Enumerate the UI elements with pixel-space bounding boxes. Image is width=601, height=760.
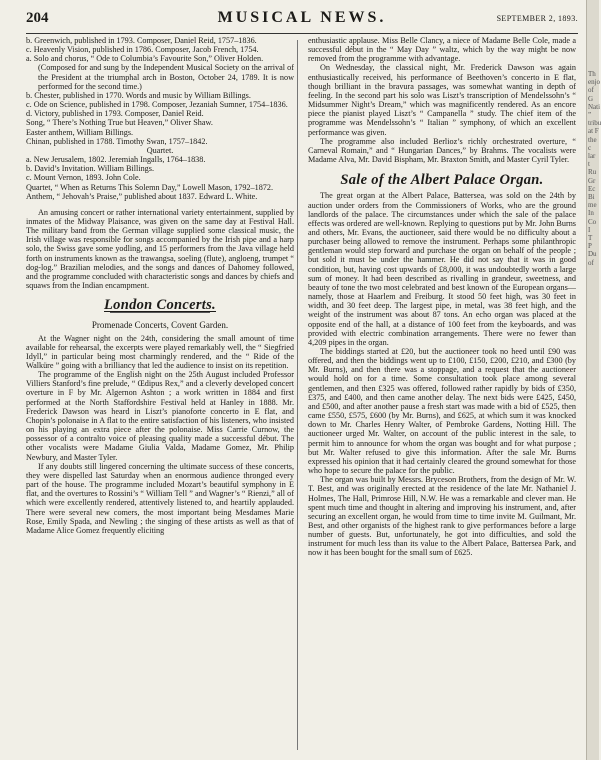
edge-fragment: Ru [588, 168, 597, 177]
page-number: 204 [26, 10, 49, 26]
program-item: d. Victory, published in 1793. Composer, Daniel Reid. [26, 109, 204, 119]
edge-fragment: the c [588, 135, 597, 152]
edge-fragment: Nati [588, 102, 601, 111]
article-paragraph: At the Wagner night on the 24th, considering the small amount of time available for rehearsal, the excerpts were played remarkably well, the “ Siegfried Idyll,” in particular being most charmingly rendered, and the “ Ride of the Walküre ” going with a brilliancy that led the audience to insist on its repetition. [26, 333, 294, 370]
article-paragraph: On Wednesday, the classical night, Mr. Frederick Dawson was again enthusiastically received, his performance of Beethoven’s concerto in E flat, though brilliant in the bravura passages, was somewhat wanting in depth of feeling. In the second part his solo was Liszt’s transcription of Mendelssohn’s “ Midsummer Night’s Dream,” which was magnificently rendered. As an encore piece the pianist played Liszt’s “ Campanella ” study. The chief item of the programme was Mendelssohn’s “ Italian ” symphony, of which an excellent performance was given. [308, 63, 576, 137]
masthead: MUSICAL NEWS. [217, 9, 387, 26]
edge-fragment: Bi [588, 193, 595, 202]
edge-fragment: I [588, 225, 591, 234]
right-column [308, 36, 576, 558]
edge-fragment: lar t [588, 152, 596, 169]
edge-fragment: of [588, 258, 594, 267]
program-item: c. Heavenly Vision, published in 1786. Composer, Jacob French, 1754. [26, 45, 259, 55]
program-item: Chinan, published in 1788. Timothy Swan, 1757–1842. [26, 136, 208, 146]
page-header [26, 4, 578, 34]
edge-fragment: Ec [588, 184, 596, 193]
program-note: (Composed for and sung by the Independent Musical Society on the arrival of the President at the triumphal arch in Boston, October 24, 1789. It is now performed for the second time.) [38, 63, 294, 91]
edge-fragment: enjo [588, 78, 601, 87]
program-item: Quartet, “ When as Returns This Solemn Day,” Lowell Mason, 1792–1872. [26, 182, 274, 192]
program-item: a. New Jerusalem, 1802. Jeremiah Ingalls, 1764–1838. [26, 155, 206, 165]
edge-fragment: tribu [588, 119, 601, 128]
header-rule [26, 33, 578, 34]
article-paragraph: The great organ at the Albert Palace, Battersea, was sold on the 24th by auction under orders from the Commissioners of Works, who are the ground landlords of the palace. The circumstances under which the sale of the palace effects was ordered are well-known. Replying to questions put by Mr. John Burns and others, Mr. Evans, the auctioneer, said there would be no difficulty about a purchaser being allowed to remove the instrument. Perhaps some philanthropic gentleman would step forward and purchase the organ on behalf of the people ; but sold it must be under the hammer. He did not say that it was in good condition, but, having cost upwards of £8,000, it was undoubtedly worth a large sum of money. It had been described as rivalling in grandeur, sweetness, and beauty of tone the two most celebrated and best known of the European organs—namely, those at Haarlem and Freiburg. It stood 50 feet high, was 30 feet in width, and 30 feet deep. The largest pipe, in metal, was 38 feet high, and the weight of the instrument was about 87 tons. An echo organ was placed at the opposite end of the hall, at a distance of 100 feet from the keyboards, and was provided with electric combination arrangements. There were no fewer than 4,209 pipes in the organ. [308, 191, 576, 347]
article-paragraph: If any doubts still lingered concerning the ultimate success of these concerts, they were dispelled last Saturday when an enormous audience thronged every part of the house. The programme included Mozart’s beautiful symphony in E flat, and the overtures to Rossini’s “ William Tell ” and Wagner’s “ Rienzi,” all of which were excellently rendered, attentively listened to, and heartily applauded. There were several new comers, the most important being Mesdames Marie Rose, Emily Spada, and Newling ; the singing of these artists as well as that of Madame Alice Gomez frequently eliciting [26, 461, 294, 535]
edge-fragment: Gr [588, 176, 596, 185]
program-list [26, 36, 294, 201]
program-item: Anthem, “ Jehovah’s Praise,” published about 1837. Edward L. White. [26, 191, 258, 201]
edge-fragment: of G [588, 86, 594, 103]
program-item: b. Greenwich, published in 1793. Composer, Daniel Reid, 1757–1836. [26, 36, 257, 45]
program-item: Easter anthem, William Billings. [26, 127, 134, 137]
edge-fragment: Du [588, 250, 597, 259]
section-subheading: Promenade Concerts, Covent Garden. [91, 320, 229, 331]
edge-fragment: ” [588, 111, 592, 120]
edge-fragment: Th [588, 70, 596, 78]
program-item: c. Mount Vernon, 1893. John Cole. [26, 173, 141, 183]
article-paragraph: The organ was built by Messrs. Bryceson Brothers, from the design of Mr. W. T. Best, and was originally erected at the residence of the late Mr. Nathaniel J. Holmes, The Hall, Primrose Hill, N.W. He was a remarkable and clever man. He spent much time and thought in altering and improving his instrument, and, after securing an excellent organ, he would from time to time invite M. Guilmant, Mr. Best, and other organists of the highest rank to give performances before a large number of guests. But, unfortunately, he got into difficulties, and sold the instrument for much less than its value to the Albert Palace, Battersea Park, and now it has been bought for the small sum of £625. [308, 475, 576, 558]
next-page-edge [586, 0, 599, 760]
program-item: b. David’s Invitation. William Billings. [26, 164, 155, 174]
article-paragraph: The programme also included Berlioz’s richly orchestrated overture, “ Carneval Romain,” and “ Hungarian Dances,” by Brahms. The vocalists were Madame Alva, Mr. David Bispham, Mr. Braxton Smith, and Master Cyril Tyler. [308, 136, 576, 165]
program-item: a. Solo and chorus, “ Ode to Columbia’s Favourite Son,” Oliver Holden. [26, 54, 264, 64]
edge-fragment: at F [588, 127, 599, 136]
quartet-label: Quartet. [146, 145, 174, 155]
left-column [26, 36, 294, 535]
edge-fragment: P [588, 242, 592, 251]
column-divider [297, 40, 298, 750]
program-item: Song, “ There’s Nothing True but Heaven,” Oliver Shaw. [26, 118, 213, 128]
program-item: c. Ode on Science, published in 1798. Composer, Jezaniah Sumner, 1754–1836. [26, 100, 288, 110]
article-paragraph: An amusing concert or rather international variety entertainment, supplied by inmates of the Midway Plaisance, was given on the same day at Festival Hall. The military band from the German village supplied some classical music, the Irish village was responsible for songs accompanied by the Irish pipe and a harp solo, the Swiss gave some yodling, and 15 performers from the Java village held forth on instruments known as the trawangsa, soeling (flute), angloeng, trumpet “ dog-log.” Brazilian melodies, and the songs and dances of Dahomey followed, and the programme concluded with characteristic songs and dances by chiefs and squaws from the Indian encampment. [26, 207, 294, 291]
article-paragraph: The programme of the English night on the 25th August included Professor Villiers Stanford’s fine prelude, “ Œdipus Rex,” and a cleverly developed concert overture in F by Mr. Algernon Ashton ; a work written in 1884 and first performed at the North Staffordshire Festival held at Hanley in 1888. Mr. Frederick Dawson was heard in Liszt’s pianoforte concerto in E flat, and Chopin’s polonaise in A flat to the entire satisfaction of his listeners, who insisted on his playing an extra piece after the polonaise. Miss Carrie Curnow, the possessor of a contralto voice of pleasing quality made a successful début. The other vocalists were Madame Giulia Valda, Madame Gomez, Mr. Philip Newbury, and Master Tyler. [26, 370, 294, 462]
article-paragraph: enthusiastic applause. Miss Belle Clancy, a niece of Madame Belle Cole, made a successful début in the “ May Day ” waltz, which by the way might be now removed from the programme with advantage. [308, 36, 576, 64]
program-item: b. Chester, published in 1770. Words and music by William Billings. [26, 90, 251, 100]
article-paragraph: The biddings started at £20, but the auctioneer took no heed until £90 was offered, and then the biddings went up to £100, £150, £200, £210, and £300 (by Mr. Burns), and then there was a stoppage, and a request that the auctioneer would hold on for a time. Some consultation took place among several gentlemen, and then £325 was offered, followed rather rapidly by bids of £350, £375, and £400, and then came another delay. The next bids were £425, £450, and £500, and after another pause a fresh start was made with a bid of £525, then came £550, £575, £600 (by Mr. Burns), and £625, at which sum it was knocked down to Mr. Charles Henry Walter, of Pembroke Gardens, Notting Hill. The auctioneer urged Mr. Walter, on account of the public interest in the sale, to permit him to announce for whom the organ was bought and for what purpose ; but Mr. Walter refused to give this information. After the sale Mr. Burns expressed his opinion that it had certainly cleared the ground somewhat for those who hope to secure the palace for the public. [308, 347, 576, 476]
edge-fragment: me [588, 201, 597, 210]
edge-fragment: Co [588, 217, 597, 226]
section-title: London Concerts. [104, 297, 216, 314]
edge-fragment: T [588, 234, 593, 243]
edge-fragment: In [588, 209, 594, 218]
issue-date: SEPTEMBER 2, 1893. [496, 14, 578, 23]
section-title: Sale of the Albert Palace Organ. [340, 172, 544, 189]
